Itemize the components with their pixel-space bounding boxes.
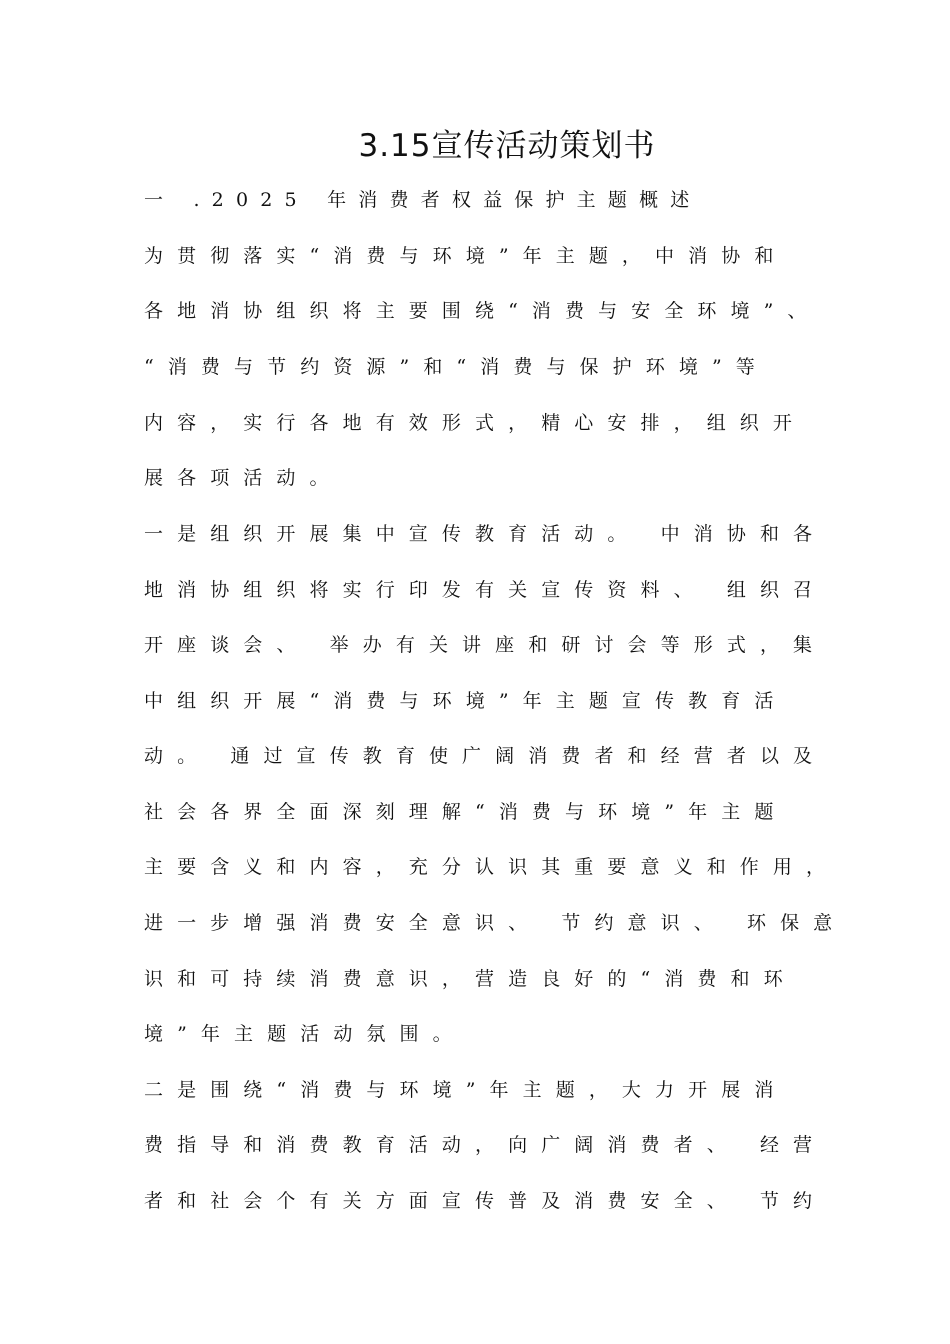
paragraph-line: 展各项活动。 [144, 467, 343, 489]
paragraph-line: 识和可持续消费意识，营造良好的“消费和环 [144, 968, 797, 990]
paragraph-line: 为贯彻落实“消费与环境”年主题，中消协和 [144, 245, 788, 267]
paragraph-line: 境”年主题活动氛围。 [144, 1023, 466, 1045]
paragraph-line: 各地消协组织将主要围绕“消费与安全环境”、 [144, 300, 821, 322]
paragraph-line: 地消协组织将实行印发有关宣传资料、 组织召 [144, 579, 827, 601]
paragraph-line: 动。 通过宣传教育使广阔消费者和经营者以及 [144, 745, 827, 767]
paragraph-line: 进一步增强消费安全意识、 节约意识、 环保意 [144, 912, 847, 934]
document-title: 3.15宣传活动策划书 [358, 128, 656, 164]
paragraph-line: 二是围绕“消费与环境”年主题，大力开展消 [144, 1079, 788, 1101]
paragraph-line: 费指导和消费教育活动，向广阔消费者、 经营 [144, 1134, 827, 1156]
paragraph-line: 内容，实行各地有效形式，精心安排，组织开 [144, 412, 807, 434]
section-heading: 一 .2025 年消费者权益保护主题概述 [144, 189, 702, 211]
paragraph-line: 主要含义和内容，充分认识其重要意义和作用， [144, 856, 840, 878]
paragraph-line: 一是组织开展集中宣传教育活动。 中消协和各 [144, 523, 827, 545]
paragraph-line: 中组织开展“消费与环境”年主题宣传教育活 [144, 690, 788, 712]
paragraph-line: “消费与节约资源”和“消费与保护环境”等 [144, 356, 769, 378]
paragraph-line: 者和社会个有关方面宣传普及消费安全、 节约 [144, 1190, 827, 1212]
paragraph-line: 开座谈会、 举办有关讲座和研讨会等形式，集 [144, 634, 827, 656]
paragraph-line: 社会各界全面深刻理解“消费与环境”年主题 [144, 801, 788, 823]
